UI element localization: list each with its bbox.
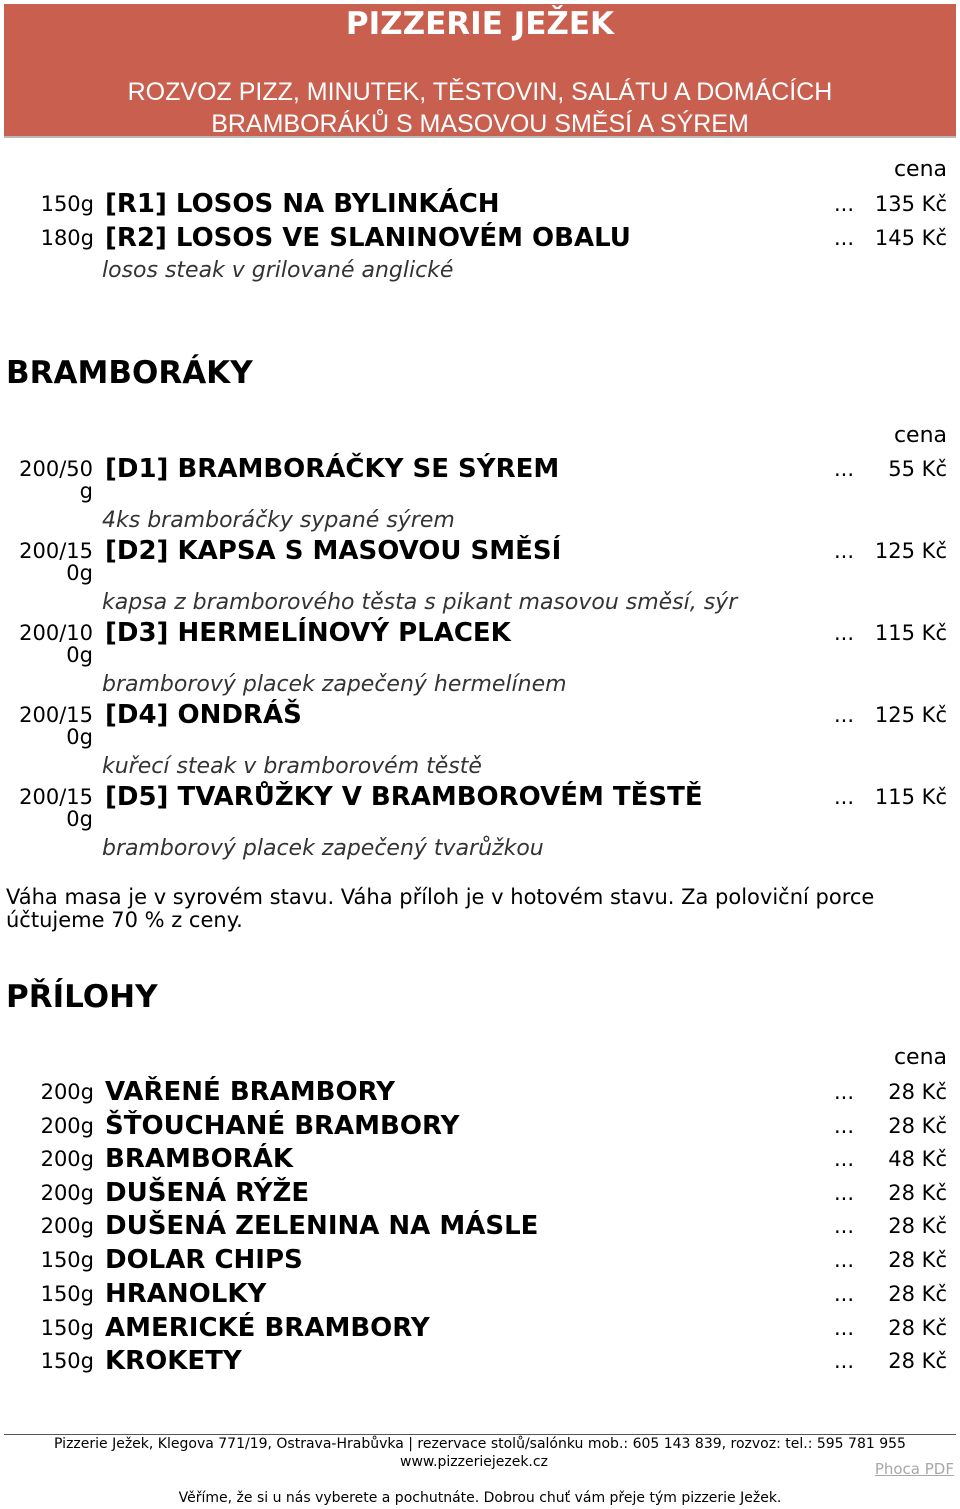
item-price: 28 Kč xyxy=(888,1114,947,1138)
price-dots: ... xyxy=(834,1282,855,1306)
price-column-label: cena xyxy=(893,157,947,182)
item-weight: 200/50 g xyxy=(19,457,93,503)
item-weight: 150g xyxy=(40,1248,94,1272)
item-name: DUŠENÁ RÝŽE xyxy=(105,1178,310,1208)
item-price: 28 Kč xyxy=(888,1181,947,1205)
item-price: 145 Kč xyxy=(874,226,947,250)
item-name: BRAMBORÁK xyxy=(105,1144,294,1174)
item-price: 135 Kč xyxy=(874,192,947,216)
footer-address: Pizzerie Ježek, Klegova 771/19, Ostrava-Hrabůvka | rezervace stolů/salónku mob.: 605 143 839, rozvoz: tel.: 595 781 955 xyxy=(54,1436,906,1452)
item-weight: 200/10 0g xyxy=(19,621,93,667)
item-name: DOLAR CHIPS xyxy=(105,1245,303,1275)
price-dots: ... xyxy=(834,539,855,563)
item-description: kapsa z bramborového těsta s pikant masovou směsí, sýr xyxy=(102,590,738,615)
item-name: [D5] TVARŮŽKY V BRAMBOROVÉM TĚSTĚ xyxy=(105,782,703,812)
item-price: 28 Kč xyxy=(888,1214,947,1238)
weight-note: Váha masa je v syrovém stavu. Váha příloh je v hotovém stavu. Za poloviční porce účtujeme 70 % z ceny. xyxy=(6,885,875,932)
item-weight: 150g xyxy=(40,192,94,216)
price-column-label: cena xyxy=(893,423,947,448)
price-dots: ... xyxy=(834,785,855,809)
section-title-bramboraky: BRAMBORÁKY xyxy=(6,355,253,391)
item-price: 28 Kč xyxy=(888,1282,947,1306)
item-name: HRANOLKY xyxy=(105,1279,267,1309)
price-dots: ... xyxy=(834,1214,855,1238)
item-weight: 200/15 0g xyxy=(19,703,93,749)
item-weight: 150g xyxy=(40,1316,94,1340)
item-price: 55 Kč xyxy=(888,457,947,481)
footer-divider xyxy=(4,1434,956,1435)
item-weight: 150g xyxy=(40,1282,94,1306)
item-weight: 200g xyxy=(40,1214,94,1238)
price-dots: ... xyxy=(834,1248,855,1272)
item-description: bramborový placek zapečený tvarůžkou xyxy=(102,836,544,861)
item-price: 115 Kč xyxy=(874,621,947,645)
section-title-prilohy: PŘÍLOHY xyxy=(6,979,158,1015)
price-dots: ... xyxy=(834,1147,855,1171)
price-dots: ... xyxy=(834,1080,855,1104)
item-name: KROKETY xyxy=(105,1346,242,1376)
item-price: 28 Kč xyxy=(888,1080,947,1104)
item-description: kuřecí steak v bramborovém těstě xyxy=(102,754,482,779)
subtitle-line-1: ROZVOZ PIZZ, MINUTEK, TĚSTOVIN, SALÁTU A DOMÁCÍCH xyxy=(127,78,833,106)
price-dots: ... xyxy=(834,457,855,481)
item-description: bramborový placek zapečený hermelínem xyxy=(102,672,567,697)
item-weight: 200g xyxy=(40,1080,94,1104)
item-price: 48 Kč xyxy=(888,1147,947,1171)
item-description: 4ks bramboráčky sypané sýrem xyxy=(102,508,455,533)
item-weight: 200g xyxy=(40,1114,94,1138)
item-price: 28 Kč xyxy=(888,1316,947,1340)
item-name: DUŠENÁ ZELENINA NA MÁSLE xyxy=(105,1211,539,1241)
subtitle-line-2: BRAMBORÁKŮ S MASOVOU SMĚSÍ A SÝREM xyxy=(211,110,749,138)
item-name: [D1] BRAMBORÁČKY SE SÝREM xyxy=(105,454,560,484)
item-name: AMERICKÉ BRAMBORY xyxy=(105,1313,430,1343)
item-name: [D2] KAPSA S MASOVOU SMĚSÍ xyxy=(105,536,562,566)
item-name: [D3] HERMELÍNOVÝ PLACEK xyxy=(105,618,511,648)
footer-slogan: Věříme, že si u nás vyberete a pochutnáte. Dobrou chuť vám přeje tým pizzerie Ježek. xyxy=(178,1490,782,1506)
item-name: [D4] ONDRÁŠ xyxy=(105,700,302,730)
price-dots: ... xyxy=(834,1181,855,1205)
item-name: [R1] LOSOS NA BYLINKÁCH xyxy=(105,189,500,219)
item-name: VAŘENÉ BRAMBORY xyxy=(105,1077,396,1107)
price-column-label: cena xyxy=(893,1045,947,1070)
footer-website-link[interactable]: www.pizzeriejezek.cz xyxy=(400,1454,548,1470)
item-weight: 200g xyxy=(40,1147,94,1171)
price-dots: ... xyxy=(834,1349,855,1373)
item-name: ŠŤOUCHANÉ BRAMBORY xyxy=(105,1111,460,1141)
price-dots: ... xyxy=(834,621,855,645)
item-price: 115 Kč xyxy=(874,785,947,809)
item-weight: 200/15 0g xyxy=(19,785,93,831)
page-header xyxy=(4,4,956,138)
item-weight: 200/15 0g xyxy=(19,539,93,585)
price-dots: ... xyxy=(834,226,855,250)
price-dots: ... xyxy=(834,1316,855,1340)
phoca-pdf-link[interactable]: Phoca PDF xyxy=(874,1460,954,1478)
price-dots: ... xyxy=(834,1114,855,1138)
item-weight: 200g xyxy=(40,1181,94,1205)
price-dots: ... xyxy=(834,192,855,216)
item-name: [R2] LOSOS VE SLANINOVÉM OBALU xyxy=(105,223,631,253)
item-price: 28 Kč xyxy=(888,1248,947,1272)
item-description: losos steak v grilované anglické xyxy=(102,258,454,283)
item-weight: 150g xyxy=(40,1349,94,1373)
price-dots: ... xyxy=(834,703,855,727)
item-price: 125 Kč xyxy=(874,703,947,727)
item-price: 28 Kč xyxy=(888,1349,947,1373)
item-weight: 180g xyxy=(40,226,94,250)
item-price: 125 Kč xyxy=(874,539,947,563)
restaurant-title: PIZZERIE JEŽEK xyxy=(345,6,615,42)
